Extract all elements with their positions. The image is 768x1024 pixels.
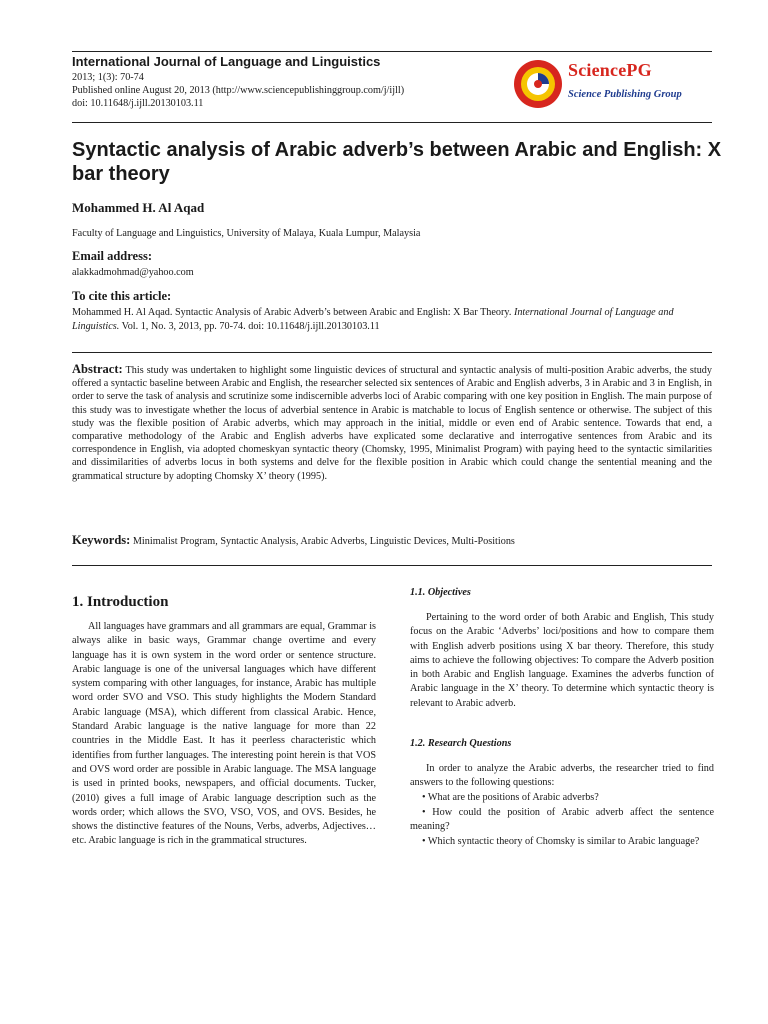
- logo-name: SciencePG: [568, 60, 652, 80]
- cite-heading: To cite this article:: [72, 289, 172, 303]
- header-rule: [72, 122, 712, 123]
- keywords-text: Minimalist Program, Syntactic Analysis, Arabic Adverbs, Linguistic Devices, Multi-Positions: [132, 536, 515, 547]
- citation-text: [72, 306, 712, 334]
- affiliation: Faculty of Language and Linguistics, University of Malaya, Kuala Lumpur, Malaysia: [72, 228, 421, 239]
- citation-part-a: Mohammed H. Al Aqad. Syntactic Analysis of Arabic Adverb’s between Arabic and English: X Bar Theory.: [72, 307, 512, 318]
- journal-name: International Journal of Language and Linguistics: [72, 54, 381, 69]
- research-question-item: • What are the positions of Arabic adverbs?: [422, 792, 599, 803]
- citation-part-b: Vol. 1, No. 3, 2013, pp. 70-74. doi: 10.11648/j.ijll.20130103.11: [121, 321, 380, 332]
- volume-line: 2013; 1(3): 70-74: [72, 72, 144, 83]
- published-line: Published online August 20, 2013 (http://www.sciencepublishinggroup.com/j/ijll): [72, 85, 405, 96]
- keywords-block: [72, 533, 712, 548]
- abstract-bottom-rule: [72, 565, 712, 566]
- introduction-paragraph: All languages have grammars and all grammars are equal, Grammar is always alike in basic ways, Grammar change overtime and every language has it is own system in the word order or sentence structure. Arabic language is one of the universal languages which have different system comparing with other languages, for instance, Arabic has multiple word order SVO and VSO. This study highlights the Modern Standard Arabic language (MSA), which different from classical Arabic. Hence, Standard Arabic language is the native language for more than 22 countries in the Middle East. It has it peerless characteristic which identifies from further languages. The interesting point herein is that VOS and OVS word order are possible in Arabic language. The MSA language is used in printed books, newspapers, and official documents. Tucker, (2010) gives a full image of Arabic language description such as the words order; which allows the SVO, VSO, VOS, and OVS. Besides, he shows the distinctive features of the Nouns, Verbs, adverbs, Adjectives…etc. Arabic language is rich in the grammatical structures.: [72, 621, 376, 847]
- paper-title: Syntactic analysis of Arabic adverb’s between Arabic and English: X bar theory: [72, 139, 722, 185]
- research-questions-intro: In order to analyze the Arabic adverbs, the researcher tried to find answers to the following questions:: [410, 763, 714, 789]
- email-address[interactable]: alakkadmohmad@yahoo.com: [72, 267, 194, 278]
- citation-journal: International Journal of Language and Linguistics.: [72, 307, 674, 332]
- abstract-label: Abstract:: [72, 362, 123, 376]
- keywords-label: Keywords:: [72, 533, 131, 547]
- abstract-text: This study was undertaken to highlight some linguistic devices of structural and syntactic analysis of multi-position Arabic adverbs, the study offered a syntactic baseline between Arabic and English, the researcher selected six sentences of Arabic and English adverbs, 3 in Arabic and 3 in English, in order to serve the task of analysis and scrutinize some indiscernible adverbs loci of Arabic comparing with one key position in English. The main purpose of this study was to investigate whether the locus of adverbial sentence in Arabic is matchable to locus of English sentence or otherwise. The subject of this study was the flexible position of Arabic adverbs, which may approach in the initial, middle or even end of Arabic sentence. Towards that end, a comparative methodology of the Arabic and English adverbs have explicated some declarative and interrogative sentences from Arabic and its correspondence in English, via adopted chomeskyan syntactic theory (Chomsky, 1995, Minimalist Program) with paying heed to the syntactic similarities and dissimilarities of adverbs locus in both systems and delve for the flexible position in Arabic which could change the sentential meaning and the grammatical structure by adopting Chomsky X’ theory (1995).: [72, 365, 712, 482]
- logo-subtitle: Science Publishing Group: [568, 89, 682, 100]
- doi-line: doi: 10.11648/j.ijll.20130103.11: [72, 98, 204, 109]
- subsection-heading-research-questions: 1.2. Research Questions: [410, 738, 512, 749]
- objectives-paragraph: Pertaining to the word order of both Arabic and English, This study focus on the Arabic ‘Adverbs’ loci/positions and how to compare them with English adverb positions using X bar theory. Therefore, this study aims to achieve the following objectives: To compare the Adverb position in both Arabic and English language. Examines the adverbs function of Arabic language in the X’ theory. To determine which syntactic theory is relevant to Arabic adverb.: [410, 612, 714, 709]
- publication-meta: [72, 71, 404, 110]
- abstract-top-rule: [72, 352, 712, 353]
- top-rule: [72, 51, 712, 52]
- research-question-item: • Which syntactic theory of Chomsky is similar to Arabic language?: [422, 836, 700, 847]
- research-question-item: • How could the position of Arabic adverb affect the sentence meaning?: [410, 807, 714, 833]
- publisher-logo: [512, 58, 712, 114]
- section-heading-introduction: 1. Introduction: [72, 594, 169, 610]
- email-heading: Email address:: [72, 249, 152, 263]
- subsection-heading-objectives: 1.1. Objectives: [410, 587, 471, 598]
- abstract-block: [72, 363, 712, 483]
- author-name: Mohammed H. Al Aqad: [72, 200, 205, 215]
- sciencepg-logo-icon: [512, 58, 564, 110]
